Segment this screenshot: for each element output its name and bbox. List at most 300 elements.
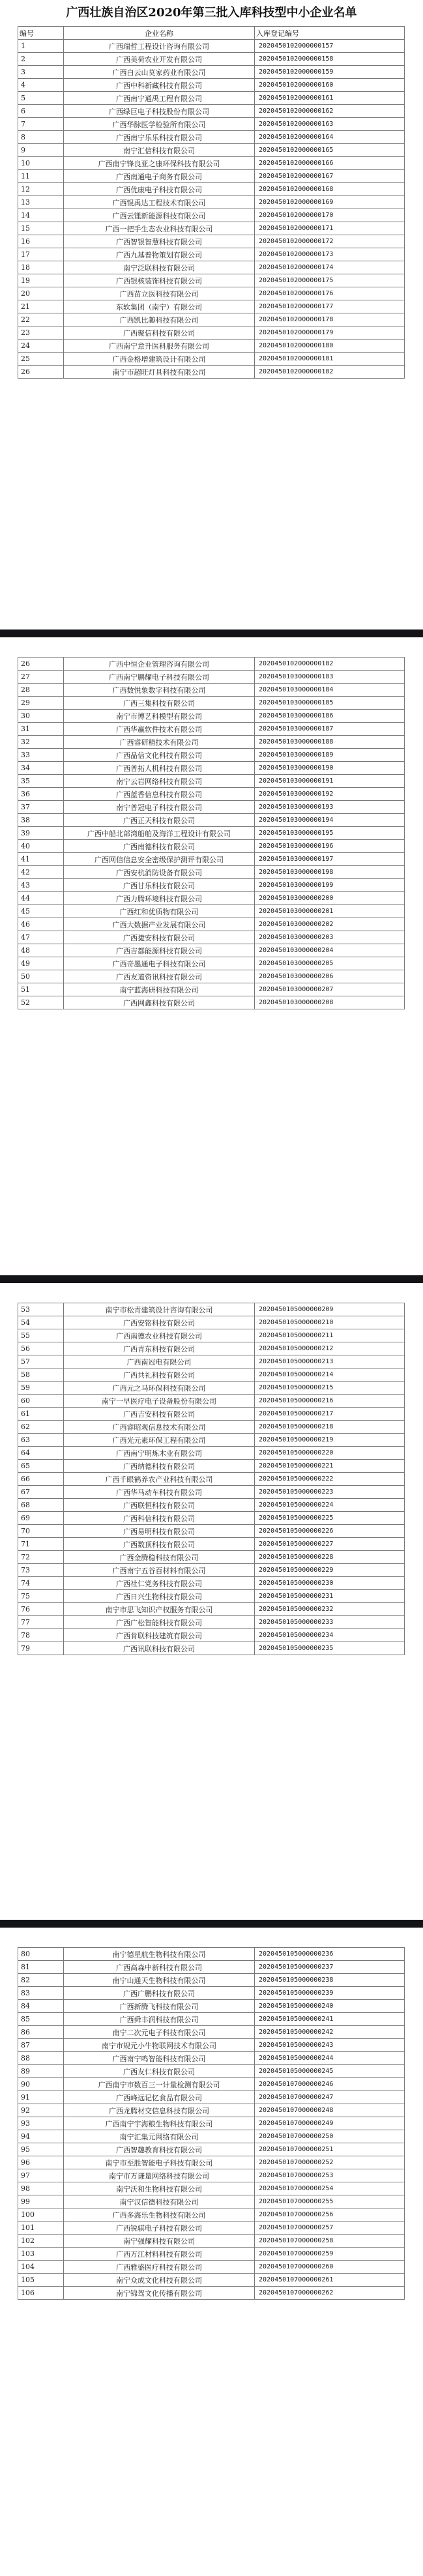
- company-name: 广西友仁科技有限公司: [64, 2065, 255, 2078]
- table-row: [18, 66, 405, 79]
- row-number: 82: [18, 1974, 64, 1987]
- row-number: 39: [18, 827, 64, 840]
- company-name: 南宁强耀科技有限公司: [64, 2235, 255, 2248]
- registration-number: 2020450102000000180: [255, 340, 405, 353]
- row-number: 28: [18, 684, 64, 697]
- row-number: 14: [18, 209, 64, 222]
- company-name: 南宁云岩网络科技有限公司: [64, 775, 255, 788]
- company-name: 广西南宁锋良亚之康环保科技有限公司: [64, 157, 255, 170]
- row-number: 88: [18, 2052, 64, 2065]
- registration-number: 2020450102000000174: [255, 261, 405, 274]
- registration-number: 2020450107000000258: [255, 2235, 405, 2248]
- row-number: 92: [18, 2104, 64, 2117]
- registration-number: 2020450102000000167: [255, 170, 405, 183]
- table-row: [18, 1590, 405, 1603]
- registration-number: 2020450102000000182: [255, 366, 405, 379]
- table-row: [18, 1629, 405, 1642]
- table-row: [18, 2169, 405, 2182]
- registration-number: 2020450105000000242: [255, 2026, 405, 2039]
- row-number: 44: [18, 892, 64, 905]
- company-name: 广西聚信科技有限公司: [64, 326, 255, 340]
- company-name: 广西舜丰润科技有限公司: [64, 2013, 255, 2026]
- table-row: [18, 2078, 405, 2091]
- company-name: 南宁沃和生物科技有限公司: [64, 2182, 255, 2195]
- row-number: 38: [18, 814, 64, 827]
- table-row: [18, 970, 405, 983]
- registration-number: 2020450105000000235: [255, 1642, 405, 1655]
- row-number: 62: [18, 1421, 64, 1434]
- company-name: 广西数顶科技有限公司: [64, 1538, 255, 1551]
- table-row: [18, 2221, 405, 2235]
- registration-number: 2020450103000000183: [255, 671, 405, 684]
- row-number: 105: [18, 2274, 64, 2287]
- table-row: [18, 749, 405, 762]
- row-number: 83: [18, 1987, 64, 2000]
- row-number: 24: [18, 340, 64, 353]
- table-row: [18, 944, 405, 957]
- row-number: 78: [18, 1629, 64, 1642]
- registration-number: 2020450102000000173: [255, 248, 405, 261]
- row-number: 11: [18, 170, 64, 183]
- registration-number: 2020450102000000171: [255, 222, 405, 235]
- table-row: [18, 105, 405, 118]
- table-row: [18, 1564, 405, 1577]
- company-name: 广西华赢软件技术有限公司: [64, 723, 255, 736]
- registration-number: 2020450107000000252: [255, 2156, 405, 2169]
- row-number: 73: [18, 1564, 64, 1577]
- table-row: [18, 340, 405, 353]
- company-name: 南宁锦驾文化传播有限公司: [64, 2287, 255, 2300]
- row-number: 53: [18, 1303, 64, 1316]
- table-header-row: [18, 27, 405, 40]
- company-table: [18, 1947, 405, 2300]
- table-row: [18, 1512, 405, 1525]
- registration-number: 2020450105000000237: [255, 1961, 405, 1974]
- row-number: 21: [18, 300, 64, 313]
- registration-number: 2020450105000000219: [255, 1434, 405, 1447]
- page-2: [0, 637, 423, 1279]
- company-name: 南宁市至胜智能电子科技有限公司: [64, 2156, 255, 2169]
- table-row: [18, 2117, 405, 2130]
- table-row: [18, 1961, 405, 1974]
- row-number: 23: [18, 326, 64, 340]
- company-name: 南宁二次元电子科技有限公司: [64, 2026, 255, 2039]
- row-number: 19: [18, 274, 64, 287]
- table-row: [18, 931, 405, 944]
- registration-number: 2020450102000000181: [255, 353, 405, 366]
- table-row: [18, 157, 405, 170]
- table-row: [18, 879, 405, 892]
- row-number: 52: [18, 996, 64, 1009]
- company-name: 广西广鹏科技有限公司: [64, 1987, 255, 2000]
- company-name: 广西数悦象数字科技有限公司: [64, 684, 255, 697]
- table-row: [18, 1421, 405, 1434]
- table-row: [18, 827, 405, 840]
- table-row: [18, 1577, 405, 1590]
- row-number: 106: [18, 2287, 64, 2300]
- header-num: 编号: [18, 27, 64, 40]
- row-number: 81: [18, 1961, 64, 1974]
- registration-number: 2020450103000000200: [255, 892, 405, 905]
- row-number: 34: [18, 762, 64, 775]
- registration-number: 2020450103000000205: [255, 957, 405, 970]
- registration-number: 2020450105000000241: [255, 2013, 405, 2026]
- registration-number: 2020450105000000232: [255, 1603, 405, 1616]
- registration-number: 2020450103000000193: [255, 801, 405, 814]
- registration-number: 2020450105000000234: [255, 1629, 405, 1642]
- company-name: 广西南宁鸣智能科技有限公司: [64, 2052, 255, 2065]
- row-number: 16: [18, 235, 64, 248]
- company-name: 广西南宁通禹工程有限公司: [64, 92, 255, 105]
- registration-number: 2020450102000000170: [255, 209, 405, 222]
- row-number: 94: [18, 2130, 64, 2143]
- row-number: 67: [18, 1486, 64, 1499]
- table-row: [18, 2143, 405, 2156]
- table-row: [18, 1948, 405, 1961]
- registration-number: 2020450107000000247: [255, 2091, 405, 2104]
- document-title: 广西壮族自治区2020年第三批入库科技型中小企业名单: [66, 6, 357, 20]
- row-number: 72: [18, 1551, 64, 1564]
- table-row: [18, 2156, 405, 2169]
- registration-number: 2020450105000000229: [255, 1564, 405, 1577]
- row-number: 100: [18, 2208, 64, 2221]
- registration-number: 2020450107000000262: [255, 2287, 405, 2300]
- table-row: [18, 684, 405, 697]
- row-number: 46: [18, 918, 64, 931]
- registration-number: 2020450102000000168: [255, 183, 405, 196]
- table-row: [18, 1355, 405, 1368]
- registration-number: 2020450105000000220: [255, 1447, 405, 1460]
- row-number: 25: [18, 353, 64, 366]
- company-name: 广西瑞哲工程设计咨询有限公司: [64, 40, 255, 53]
- company-name: 广西绿巨电子科技股份有限公司: [64, 105, 255, 118]
- table-row: [18, 2000, 405, 2013]
- table-row: [18, 209, 405, 222]
- row-number: 29: [18, 697, 64, 710]
- row-number: 95: [18, 2143, 64, 2156]
- row-number: 85: [18, 2013, 64, 2026]
- table-row: [18, 710, 405, 723]
- company-name: 广西吉安科技有限公司: [64, 1408, 255, 1421]
- company-name: 南宁一早医疗电子设备股份有限公司: [64, 1395, 255, 1408]
- company-name: 广西青东科技有限公司: [64, 1342, 255, 1355]
- registration-number: 2020450102000000158: [255, 53, 405, 66]
- table-row: [18, 853, 405, 866]
- registration-number: 2020450105000000236: [255, 1948, 405, 1961]
- row-number: 40: [18, 840, 64, 853]
- row-number: 89: [18, 2065, 64, 2078]
- table-body: [18, 1948, 405, 2300]
- registration-number: 2020450103000000203: [255, 931, 405, 944]
- row-number: 103: [18, 2248, 64, 2261]
- row-number: 27: [18, 671, 64, 684]
- row-number: 69: [18, 1512, 64, 1525]
- table-row: [18, 775, 405, 788]
- company-name: 南宁德星航生物科技有限公司: [64, 1948, 255, 1961]
- company-name: 广西甘乐科技有限公司: [64, 879, 255, 892]
- row-number: 4: [18, 79, 64, 92]
- table-row: [18, 1974, 405, 1987]
- row-number: 12: [18, 183, 64, 196]
- company-name: 广西光元素环保工程有限公司: [64, 1434, 255, 1447]
- table-row: [18, 2052, 405, 2065]
- header-name: 企业名称: [64, 27, 255, 40]
- row-number: 74: [18, 1577, 64, 1590]
- table-row: [18, 866, 405, 879]
- registration-number: 2020450105000000226: [255, 1525, 405, 1538]
- table-row: [18, 736, 405, 749]
- page-3: [0, 1283, 423, 1922]
- registration-number: 2020450103000000198: [255, 866, 405, 879]
- row-number: 66: [18, 1473, 64, 1486]
- table-row: [18, 1987, 405, 2000]
- table-row: [18, 170, 405, 183]
- table-row: [18, 92, 405, 105]
- registration-number: 2020450105000000215: [255, 1382, 405, 1395]
- table-row: [18, 2065, 405, 2078]
- company-name: 广西南宁五谷百材料有限公司: [64, 1564, 255, 1577]
- registration-number: 2020450105000000212: [255, 1342, 405, 1355]
- company-name: 南宁市规元小牛物联网技术有限公司: [64, 2039, 255, 2052]
- company-name: 南宁泛联科技有限公司: [64, 261, 255, 274]
- registration-number: 2020450107000000250: [255, 2130, 405, 2143]
- registration-number: 2020450103000000201: [255, 905, 405, 918]
- row-number: 64: [18, 1447, 64, 1460]
- table-row: [18, 957, 405, 970]
- table-row: [18, 892, 405, 905]
- company-name: 南宁蓝海研科技有限公司: [64, 983, 255, 996]
- row-number: 33: [18, 749, 64, 762]
- registration-number: 2020450102000000163: [255, 118, 405, 131]
- company-name: 南宁市博艺科模型有限公司: [64, 710, 255, 723]
- page-separator: [0, 1920, 423, 1928]
- registration-number: 2020450107000000255: [255, 2195, 405, 2208]
- table-row: [18, 1342, 405, 1355]
- registration-number: 2020450103000000197: [255, 853, 405, 866]
- registration-number: 2020450102000000164: [255, 131, 405, 144]
- registration-number: 2020450105000000216: [255, 1395, 405, 1408]
- table-row: [18, 2039, 405, 2052]
- table-row: [18, 788, 405, 801]
- registration-number: 2020450107000000254: [255, 2182, 405, 2195]
- registration-number: 2020450105000000222: [255, 1473, 405, 1486]
- company-name: 广西肯联科技建筑有限公司: [64, 1629, 255, 1642]
- registration-number: 2020450105000000223: [255, 1486, 405, 1499]
- table-row: [18, 1460, 405, 1473]
- table-row: [18, 2261, 405, 2274]
- registration-number: 2020450105000000243: [255, 2039, 405, 2052]
- row-number: 99: [18, 2195, 64, 2208]
- row-number: 31: [18, 723, 64, 736]
- table-row: [18, 2104, 405, 2117]
- table-row: [18, 222, 405, 235]
- company-name: 广西正天科技有限公司: [64, 814, 255, 827]
- row-number: 10: [18, 157, 64, 170]
- registration-number: 2020450103000000187: [255, 723, 405, 736]
- registration-number: 2020450102000000165: [255, 144, 405, 157]
- registration-number: 2020450103000000191: [255, 775, 405, 788]
- registration-number: 2020450105000000230: [255, 1577, 405, 1590]
- table-row: [18, 1408, 405, 1421]
- row-number: 37: [18, 801, 64, 814]
- registration-number: 2020450107000000248: [255, 2104, 405, 2117]
- table-row: [18, 1329, 405, 1342]
- row-number: 9: [18, 144, 64, 157]
- registration-number: 2020450107000000251: [255, 2143, 405, 2156]
- table-row: [18, 300, 405, 313]
- table-row: [18, 762, 405, 775]
- company-name: 广西南宁乐乐科技有限公司: [64, 131, 255, 144]
- table-row: [18, 2208, 405, 2221]
- registration-number: 2020450102000000172: [255, 235, 405, 248]
- table-row: [18, 1603, 405, 1616]
- company-name: 广西南德科技有限公司: [64, 840, 255, 853]
- registration-number: 2020450105000000231: [255, 1590, 405, 1603]
- company-name: 广西联恒科技有限公司: [64, 1499, 255, 1512]
- company-name: 南宁汇信科技有限公司: [64, 144, 255, 157]
- row-number: 93: [18, 2117, 64, 2130]
- table-row: [18, 1434, 405, 1447]
- row-number: 102: [18, 2235, 64, 2248]
- row-number: 63: [18, 1434, 64, 1447]
- company-name: 南宁市思飞知识产权服务有限公司: [64, 1603, 255, 1616]
- company-name: 广西龙腾材交信息科技有限公司: [64, 2104, 255, 2117]
- registration-number: 2020450102000000161: [255, 92, 405, 105]
- company-name: 广西品信文化科技有限公司: [64, 749, 255, 762]
- company-name: 广西三集科技有限公司: [64, 697, 255, 710]
- row-number: 47: [18, 931, 64, 944]
- registration-number: 2020450103000000189: [255, 749, 405, 762]
- table-row: [18, 840, 405, 853]
- table-row: [18, 366, 405, 379]
- registration-number: 2020450103000000199: [255, 879, 405, 892]
- registration-number: 2020450105000000244: [255, 2052, 405, 2065]
- company-name: 广西南宁市数百三一计量检测有限公司: [64, 2078, 255, 2091]
- registration-number: 2020450105000000245: [255, 2065, 405, 2078]
- table-row: [18, 183, 405, 196]
- company-name: 广西睿昭观信息技术有限公司: [64, 1421, 255, 1434]
- page-separator: [0, 630, 423, 637]
- company-name: 广西中恒企业管理咨询有限公司: [64, 658, 255, 671]
- company-name: 南宁山通天生物科技有限公司: [64, 1974, 255, 1987]
- header-reg: 入库登记编号: [255, 27, 405, 40]
- table-row: [18, 261, 405, 274]
- company-name: 南宁市万谦量网络科技有限公司: [64, 2169, 255, 2182]
- registration-number: 2020450105000000233: [255, 1616, 405, 1629]
- registration-number: 2020450103000000204: [255, 944, 405, 957]
- company-name: 东软集团（南宁）有限公司: [64, 300, 255, 313]
- company-name: 广西美荷农业开发有限公司: [64, 53, 255, 66]
- table-row: [18, 671, 405, 684]
- company-name: 广西雅盛医疗科技有限公司: [64, 2261, 255, 2274]
- company-name: 广西九基普物策划有限公司: [64, 248, 255, 261]
- company-name: 广西安杭消防设备有限公司: [64, 866, 255, 879]
- company-name: 广西南德农业科技有限公司: [64, 1329, 255, 1342]
- row-number: 61: [18, 1408, 64, 1421]
- table-row: [18, 2026, 405, 2039]
- company-name: 广西吉都能源科技有限公司: [64, 944, 255, 957]
- registration-number: 2020450105000000209: [255, 1303, 405, 1316]
- company-name: 广西南通电子商务有限公司: [64, 170, 255, 183]
- table-row: [18, 918, 405, 931]
- registration-number: 2020450105000000214: [255, 1368, 405, 1382]
- row-number: 54: [18, 1316, 64, 1329]
- row-number: 68: [18, 1499, 64, 1512]
- row-number: 60: [18, 1395, 64, 1408]
- registration-number: 2020450103000000207: [255, 983, 405, 996]
- registration-number: 2020450102000000179: [255, 326, 405, 340]
- company-name: 广西网鑫科技有限公司: [64, 996, 255, 1009]
- registration-number: 2020450107000000253: [255, 2169, 405, 2182]
- company-name: 南宁汇集元网络有限公司: [64, 2130, 255, 2143]
- table-row: [18, 1303, 405, 1316]
- registration-number: 2020450103000000194: [255, 814, 405, 827]
- registration-number: 2020450103000000196: [255, 840, 405, 853]
- company-name: 广西白云山莫家药业有限公司: [64, 66, 255, 79]
- table-body: [18, 1303, 405, 1655]
- registration-number: 2020450103000000185: [255, 697, 405, 710]
- page-4: [0, 1928, 423, 2576]
- registration-number: 2020450102000000157: [255, 40, 405, 53]
- company-table: [18, 657, 405, 1009]
- company-name: 南宁汉信德科技有限公司: [64, 2195, 255, 2208]
- registration-number: 2020450102000000160: [255, 79, 405, 92]
- row-number: 70: [18, 1525, 64, 1538]
- company-name: 广西云锂新能源科技有限公司: [64, 209, 255, 222]
- company-name: 广西安铭科技有限公司: [64, 1316, 255, 1329]
- company-name: 南宁市松青建筑设计咨询有限公司: [64, 1303, 255, 1316]
- registration-number: 2020450105000000217: [255, 1408, 405, 1421]
- registration-number: 2020450107000000249: [255, 2117, 405, 2130]
- company-name: 广西千眼鹤养农产业科技有限公司: [64, 1473, 255, 1486]
- registration-number: 2020450103000000184: [255, 684, 405, 697]
- table-row: [18, 131, 405, 144]
- table-row: [18, 1525, 405, 1538]
- table-row: [18, 2287, 405, 2300]
- company-name: 广西广松智能科技有限公司: [64, 1616, 255, 1629]
- registration-number: 2020450103000000188: [255, 736, 405, 749]
- company-name: 广西科信科技有限公司: [64, 1512, 255, 1525]
- company-name: 广西友道资讯科技有限公司: [64, 970, 255, 983]
- row-number: 56: [18, 1342, 64, 1355]
- company-name: 广西奇墨通电子科技有限公司: [64, 957, 255, 970]
- table-row: [18, 1316, 405, 1329]
- company-name: 广西易明科技有限公司: [64, 1525, 255, 1538]
- table-body: [18, 658, 405, 1009]
- company-name: 广西一把手生态农业科技有限公司: [64, 222, 255, 235]
- table-row: [18, 274, 405, 287]
- row-number: 36: [18, 788, 64, 801]
- row-number: 50: [18, 970, 64, 983]
- table-row: [18, 658, 405, 671]
- row-number: 20: [18, 287, 64, 300]
- table-row: [18, 723, 405, 736]
- table-row: [18, 2235, 405, 2248]
- table-row: [18, 1473, 405, 1486]
- company-name: 广西中科新藏科技有限公司: [64, 79, 255, 92]
- company-name: 广西华马动车科技有限公司: [64, 1486, 255, 1499]
- table-row: [18, 1642, 405, 1655]
- table-row: [18, 196, 405, 209]
- table-row: [18, 326, 405, 340]
- page-separator: [0, 1275, 423, 1283]
- row-number: 6: [18, 105, 64, 118]
- row-number: 32: [18, 736, 64, 749]
- table-row: [18, 2182, 405, 2195]
- table-row: [18, 697, 405, 710]
- registration-number: 2020450107000000257: [255, 2221, 405, 2235]
- row-number: 91: [18, 2091, 64, 2104]
